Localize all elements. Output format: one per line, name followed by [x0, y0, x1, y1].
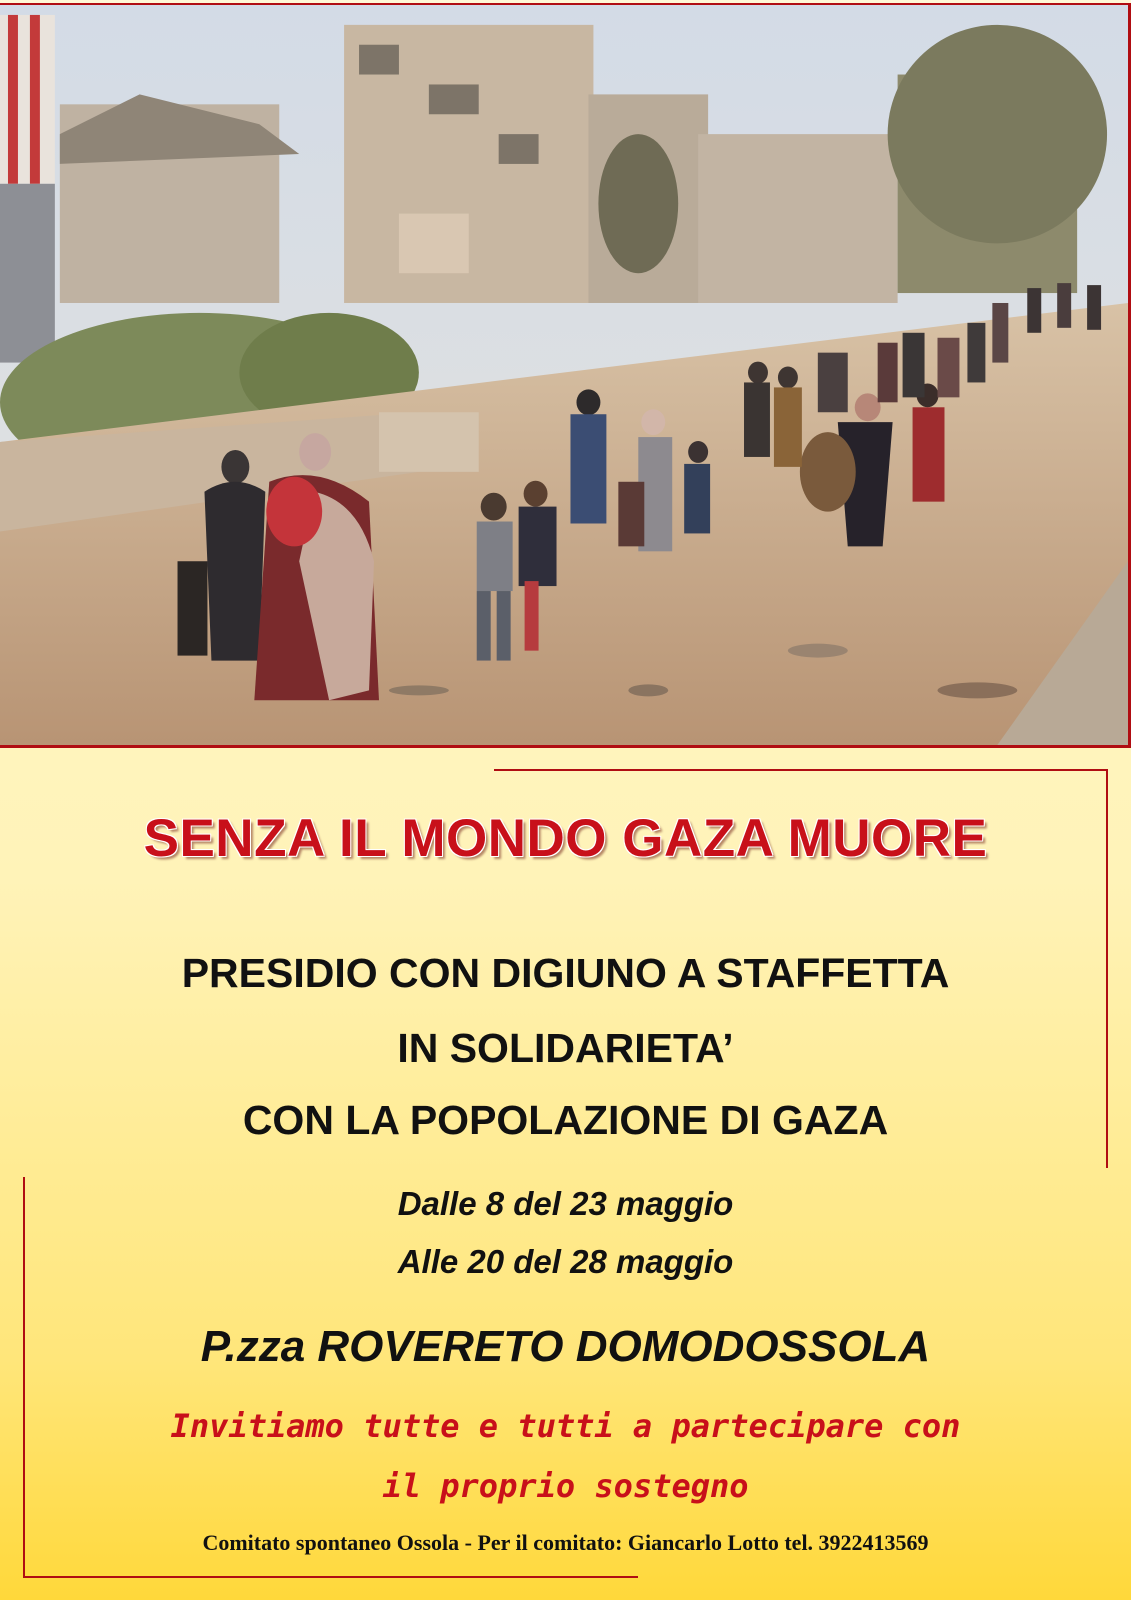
gaza-street-photo — [0, 5, 1128, 745]
event-location: P.zza ROVERETO DOMODOSSOLA — [200, 1322, 931, 1371]
end-date: Alle 20 del 28 maggio — [397, 1243, 734, 1280]
hero-photo — [0, 3, 1131, 748]
frame-line-left — [23, 1177, 25, 1578]
frame-line-top — [494, 769, 1108, 771]
subhead-line-3: CON LA POPOLAZIONE DI GAZA — [242, 1097, 889, 1143]
headline: SENZA IL MONDO GAZA MUORE — [143, 809, 988, 868]
frame-line-bottom — [23, 1576, 638, 1578]
subhead-line-2: IN SOLIDARIETA’ — [397, 1025, 734, 1071]
footer-contact: Comitato spontaneo Ossola - Per il comitato: Giancarlo Lotto tel. 3922413569 — [202, 1530, 929, 1555]
subhead-line-1: PRESIDIO CON DIGIUNO A STAFFETTA — [181, 950, 950, 996]
start-date: Dalle 8 del 23 maggio — [397, 1185, 734, 1222]
invite-line-1: Invitiamo tutte e tutti a partecipare con — [170, 1407, 961, 1445]
invite-line-2: il proprio sostegno — [382, 1467, 749, 1505]
